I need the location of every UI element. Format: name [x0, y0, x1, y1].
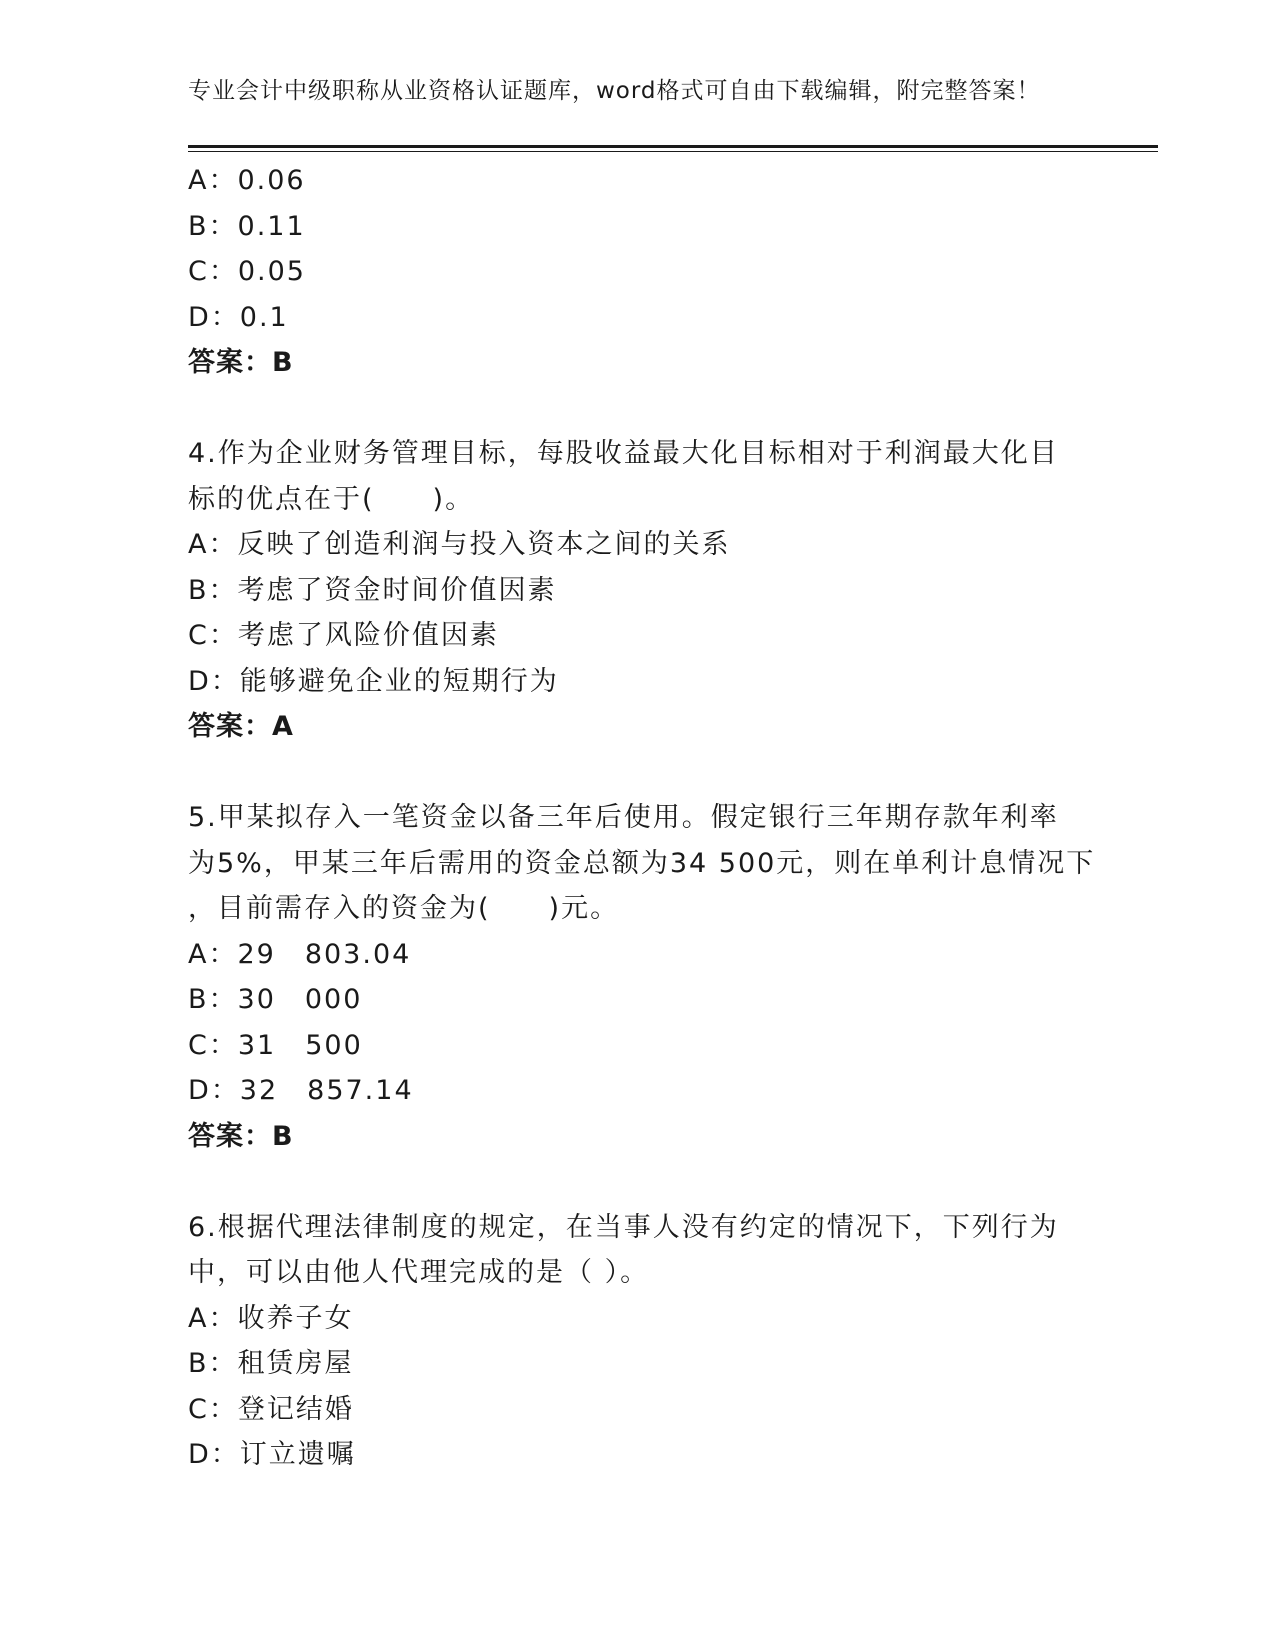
- option-c: C：考虑了风险价值因素: [188, 620, 499, 651]
- question-stem-line: 为5%，甲某三年后需用的资金总额为34 500元，则在单利计息情况下: [188, 847, 1096, 879]
- option-c: C：登记结婚: [188, 1393, 354, 1425]
- option-d: D：0.1: [188, 301, 289, 333]
- option-c: C：31 500: [188, 1029, 363, 1061]
- option-d: D：32 857.14: [188, 1075, 414, 1106]
- question-4: [188, 431, 1088, 750]
- option-a: A：0.06: [188, 165, 306, 196]
- option-b: B：考虑了资金时间价值因素: [188, 574, 557, 606]
- option-a: A：收养子女: [188, 1302, 354, 1334]
- question-stem-line: 4.作为企业财务管理目标，每股收益最大化目标相对于利润最大化目: [188, 438, 1059, 469]
- header-divider: [188, 145, 1158, 152]
- option-a: A：反映了创造利润与投入资本之间的关系: [188, 529, 731, 560]
- question-stem-line: 标的优点在于( )。: [188, 483, 475, 515]
- question-3-remainder: [188, 158, 1088, 386]
- answer: 答案：B: [188, 1120, 294, 1152]
- answer: 答案：B: [188, 347, 294, 378]
- option-d: D：订立遗嘱: [188, 1439, 356, 1470]
- question-6: [188, 1205, 1088, 1478]
- question-content: [188, 158, 1096, 1478]
- option-b: B：租赁房屋: [188, 1348, 354, 1379]
- question-stem-line: 中，可以由他人代理完成的是（ ）。: [188, 1257, 650, 1288]
- option-b: B：30 000: [188, 984, 363, 1015]
- option-c: C：0.05: [188, 256, 306, 287]
- document-header: 专业会计中级职称从业资格认证题库，word格式可自由下载编辑，附完整答案！: [188, 78, 1041, 104]
- question-5: [188, 795, 1096, 1159]
- option-b: B：0.11: [188, 210, 306, 242]
- answer: 答案：A: [188, 711, 294, 742]
- option-a: A：29 803.04: [188, 938, 412, 970]
- question-stem-line: 5.甲某拟存入一笔资金以备三年后使用。假定银行三年期存款年利率: [188, 802, 1059, 833]
- question-stem-line: 6.根据代理法律制度的规定，在当事人没有约定的情况下，下列行为: [188, 1211, 1059, 1243]
- question-stem-line: ，目前需存入的资金为( )元。: [188, 893, 620, 924]
- option-d: D：能够避免企业的短期行为: [188, 665, 559, 697]
